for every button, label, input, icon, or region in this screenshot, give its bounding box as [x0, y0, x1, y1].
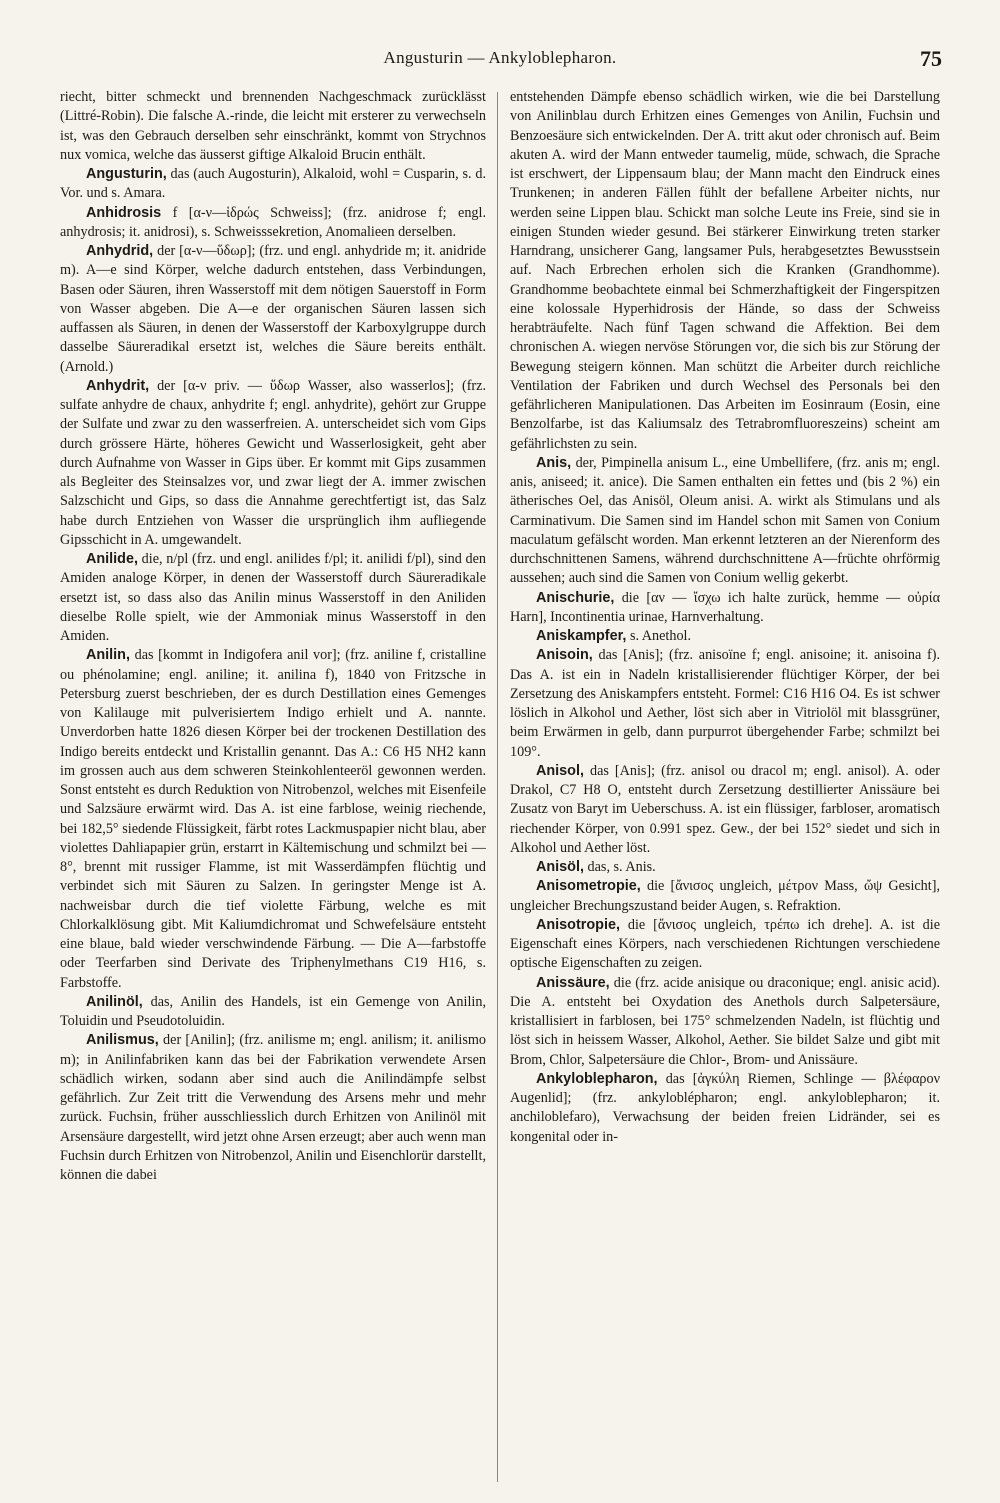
- entry-text: die (frz. acide anisique ou draconique; engl. anisic acid). Die A. entsteht bei Oxydation des Anethols durch Salpetersäure, kristallisiert in farblosen, bei 175° schmelzenden Nadeln, ist flüchtig und löst sich in heissem Wasser, Alkohol, Aether. Sie bildet Salze und gibt mit Brom, Chlor, Salpetersäure die Chlor-, Brom- und Anissäure.: [510, 974, 940, 1068]
- entry-text: das [ἀγκύλη Riemen, Schlinge — βλέφαρον Augenlid]; (frz. ankyloblépharon; engl. ankyloblepharon; it. anchiloblefaro), Verwachsung der beiden freien Lidränder, sei es kongenital oder in-: [510, 1070, 940, 1145]
- entry-headword: Anischurie,: [536, 589, 615, 606]
- entry-headword: Anilinöl,: [86, 993, 143, 1010]
- dictionary-entry: [60, 646, 486, 993]
- entry-text: entstehenden Dämpfe ebenso schädlich wirken, wie die bei Darstellung von Anilinblau durch Erhitzen eines Gemenges von Anilin, Fuchsin und Benzoesäure sich entwickelnden. Der A. tritt akut oder chronisch auf. Beim akuten A. wird der Mann entweder taumelig, müde, schwach, die Sprache ist erschwert, der Lippensaum blau; der Mann macht den Eindruck eines Trunkenen; in anderen Fällen fühlt der befallene Arbeiter nichts, nur werden seine Lippen blau. Schickt man solche Leute ins Freie, sind sie in einigen Stunden wieder gesund. Bei stärkerer Einwirkung treten starker Harndrang, unsicherer Gang, langsamer Puls, herabgesetztes Bewusstsein auf. Nach Erbrechen erholen sich die Kranken (Grandhomme). Grandhomme beobachtete einmal bei Schmerzhaftigkeit der Fingerspitzen eine kolossale Hyperhidrosis der Hände, so dass der Schweiss herabträufelte. Nach fünf Tagen schwand die Affektion. Bei dem chronischen A. wiegen nervöse Störungen vor, die sich bis zur Störung der Bewegung steigern können. Man schützt die Arbeiter durch reichliche Ventilation der Fabriken und durch Wechsel des Personals bei den gefährlicheren Manipulationen. Das Arbeiten im Eosinraum (Eosin, eine Benzolfarbe, ist das Kaliumsalz des Tetrabromfluoreszeins) scheint am gefährlichsten zu sein.: [510, 89, 940, 452]
- entry-text: s. Anethol.: [626, 628, 692, 644]
- dictionary-entry: [510, 974, 940, 1070]
- entry-headword: Anisometropie,: [536, 878, 641, 895]
- entry-text: der [α-ν—ὕδωρ]; (frz. und engl. anhydride m; it. anidride m). A—e sind Körper, welche dadurch entstehen, dass Verbindungen, Basen oder Säuren, ihren Wasserstoff mit dem nötigen Sauerstoff in Form von Wasser abgeben. Die A—e der organischen Säuren lassen sich auffassen als Säuren, in denen der Wasserstoff der Karboxylgruppe durch dasselbe Säureradikal ersetzt ist, welches die Säure bereits enthält. (Arnold.): [60, 243, 486, 375]
- dictionary-entry: [510, 646, 940, 762]
- entry-text: die [ἄνισος ungleich, τρέπω ich drehe]. A. ist die Eigenschaft eines Körpers, nach verschiedenen Richtungen verschiedene optische Eigenschaften zu zeigen.: [510, 916, 940, 972]
- entry-text: das [kommt in Indigofera anil vor]; (frz. aniline f, cristalline ou phénolamine; engl. aniline; it. anilina f), 1840 von Fritzsche in Petersburg zuerst beschrieben, der es durch Destillation eines Gemenges von Kalilauge mit pulverisiertem Indigo erhielt und A. nannte. Unverdorben hatte 1826 diesen Körper bei der trockenen Destillation des Indigo bereits entdeckt und Kristallin genannt. Das A.: C6 H5 NH2 kann im grossen auch aus dem schweren Steinkohlenteeröl gewonnen werden. Sonst entsteht es durch Reduktion von Nitrobenzol, welches mit Eisenfeile und Salzsäure erwärmt wird. Das A. ist eine farblose, weinig riechende, bei 182,5° siedende Flüssigkeit, färbt rotes Lackmuspapier nicht blau, aber violettes Dahliapapier grün, erstarrt in Kältemischung und schmilzt bei —8°, brennt mit russiger Flamme, ist mit Wasserdämpfen flüchtig und verbindet sich mit Säuren zu Salzen. In geringster Menge ist A. nachweisbar durch die tief violette Färbung, welche es mit Chlorkalklösung gibt. Mit Kaliumdichromat und Schwefelsäure entsteht eine blaue, bald wieder verschwindende Färbung. — Die A—farbstoffe oder Teerfarben sind Derivate des Triphenylmethans C19 H16, s. Farbstoffe.: [60, 647, 486, 991]
- dictionary-entry: [60, 242, 486, 377]
- entry-text: der [Anilin]; (frz. anilisme m; engl. anilism; it. anilismo m); in Anilinfabriken kann das bei der Fabrikation verwendete Arsen schädlich wirken, sodann aber sind auch die Anilindämpfe selbst gefährlich. Zur Zeit tritt die Verwendung des Arsens mehr und mehr zurück. Fuchsin, früher ausschliesslich durch Erhitzen von Anilinöl mit Arsensäure dargestellt, wird jetzt ohne Arsen erzeugt; aber auch wenn man Fuchsin durch Erhitzen von Nitrobenzol, Anilin und Eisenchlorür darstellt, können die dabei: [60, 1032, 486, 1183]
- entry-text: der, Pimpinella anisum L., eine Umbellifere, (frz. anis m; engl. anis, aniseed; it. anice). Die Samen enthalten ein fettes und (bis 2 %) ein ätherisches Oel, das Anisöl, Oleum anisi. A. wirkt als Stimulans und als Carminativum. Die Samen sind im Handel schon mit Samen von Conium maculatum gefälscht worden. Man erkennt letzteren an der Nierenform des durchschnittenen Samens, während durchschnittene A—früchte ohrförmig aussehen; auch sind die Samen von Conium wellig gekerbt.: [510, 454, 940, 587]
- dictionary-entry: [510, 858, 940, 877]
- dictionary-entry: [510, 762, 940, 858]
- right-column: [510, 88, 940, 1147]
- page-number: 75: [920, 46, 942, 71]
- dictionary-entry: [510, 589, 940, 628]
- entry-text: der [α-ν priv. — ὕδωρ Wasser, also wasserlos]; (frz. sulfate anhydre de chaux, anhydrite f; engl. anhydrite), gehört zur Gruppe der Sulfate und zwar zu den wasserfreien. A. unterscheidet sich vom Gips durch grössere Härte, höheres Gewicht und Wasserlosigkeit, geht aber durch Aufnahme von Wasser in Gips über. Er kommt mit Gips zusammen als Begleiter des Steinsalzes vor, und zwar liegt der A. immer zwischen Salzschicht und Gips, so dass die Annahme gerechtfertigt ist, das Salz habe durch Entziehen von Wasser die ursprünglich ihm aufliegende Gipsschicht in A. umgewandelt.: [60, 377, 486, 548]
- dictionary-entry: [510, 916, 940, 974]
- dictionary-entry: [510, 627, 940, 646]
- entry-headword: Anhydrid,: [86, 243, 154, 259]
- entry-text: das [Anis]; (frz. anisoïne f; engl. anisoine; it. anisoina f). Das A. ist ein in Nadeln kristallisierender flüchtiger Körper, der bei Zersetzung des Aniskampfers entsteht. Formel: C16 H16 O4. Es ist schwer löslich in Alkohol und Aether, löst sich aber in Vitriolöl mit blassgrüner, beim Erwärmen in gelb, dann purpurrot übergehender Farbe; schmilzt bei 109°.: [510, 647, 940, 760]
- column-divider: [497, 92, 498, 1482]
- continued-text: [510, 88, 940, 454]
- entry-text: das, s. Anis.: [583, 859, 656, 875]
- entry-headword: Angusturin,: [86, 166, 167, 182]
- entry-headword: Anhidrosis: [86, 204, 162, 221]
- entry-headword: Anisol,: [536, 762, 584, 779]
- entry-headword: Anilin,: [86, 647, 130, 664]
- dictionary-entry: [510, 877, 940, 916]
- entry-headword: Anhydrit,: [86, 377, 150, 394]
- entry-headword: Anissäure,: [536, 974, 610, 991]
- entry-headword: Anis,: [536, 454, 572, 471]
- dictionary-entry: [510, 454, 940, 589]
- entry-text: f [α-ν—ἱδρώς Schweiss]; (frz. anidrose f; engl. anhydrosis; it. anidrosi), s. Schweisssekretion, Anomalieen derselben.: [60, 204, 486, 240]
- entry-text: das [Anis]; (frz. anisol ou dracol m; engl. anisol). A. oder Drakol, C7 H8 O, entsteht durch Zersetzung destillierter Anissäure bei Zusatz von Baryt im Ueberschuss. A. ist ein flüssiger, farbloser, aromatisch riechender Körper, von 0.991 spez. Gew., der bei 152° siedet und sich in Alkohol und Aether löst.: [510, 762, 940, 856]
- entry-text: das, Anilin des Handels, ist ein Gemenge von Anilin, Toluidin und Pseudotoluidin.: [60, 993, 486, 1029]
- dictionary-entry: [60, 204, 486, 243]
- entry-text: die, n/pl (frz. und engl. anilides f/pl; it. anilidi f/pl), sind den Amiden analoge Körper, in denen der Wasserstoff durch Säureradikale ersetzt ist, so dass also das Anilin minus Wasserstoff in den Aniliden dieselbe Rolle spielt, wie der Ammoniak minus Wasserstoff in den Amiden.: [60, 551, 486, 644]
- dictionary-entry: [60, 550, 486, 646]
- entry-headword: Anilismus,: [86, 1032, 159, 1049]
- continued-text: [60, 88, 486, 165]
- entry-headword: Anilide,: [86, 551, 138, 567]
- entry-headword: Aniskampfer,: [536, 628, 627, 644]
- dictionary-entry: [60, 993, 486, 1032]
- entry-headword: Anisoin,: [536, 647, 593, 664]
- dictionary-entry: [60, 377, 486, 550]
- running-head: Angusturin — Ankyloblepharon.: [383, 48, 617, 67]
- entry-text: die [ἄνισος ungleich, μέτρον Mass, ὤψ Gesicht], ungleicher Brechungszustand beider Augen, s. Refraktion.: [510, 878, 940, 914]
- entry-text: die [αν — ἴσχω ich halte zurück, hemme — οὐρία Harn], Incontinentia urinae, Harnverhaltung.: [510, 589, 940, 625]
- entry-headword: Anisöl,: [536, 859, 584, 875]
- entry-text: riecht, bitter schmeckt und brennenden Nachgeschmack zurücklässt (Littré-Robin). Die falsche A.-rinde, die leicht mit ersterer zu verwechseln ist, was den Gebrauch derselben sehr einschränkt, kommt von Strychnos nux vomica, welche das äusserst giftige Alkaloid Brucin enthält.: [60, 89, 486, 163]
- entry-headword: Ankyloblepharon,: [536, 1070, 658, 1087]
- dictionary-entry: [510, 1070, 940, 1147]
- left-column: [60, 88, 486, 1185]
- entry-headword: Anisotropie,: [536, 916, 620, 933]
- dictionary-entry: [60, 1031, 486, 1185]
- dictionary-entry: [60, 165, 486, 204]
- entry-text: das (auch Augosturin), Alkaloid, wohl = Cusparin, s. d. Vor. und s. Amara.: [60, 166, 486, 202]
